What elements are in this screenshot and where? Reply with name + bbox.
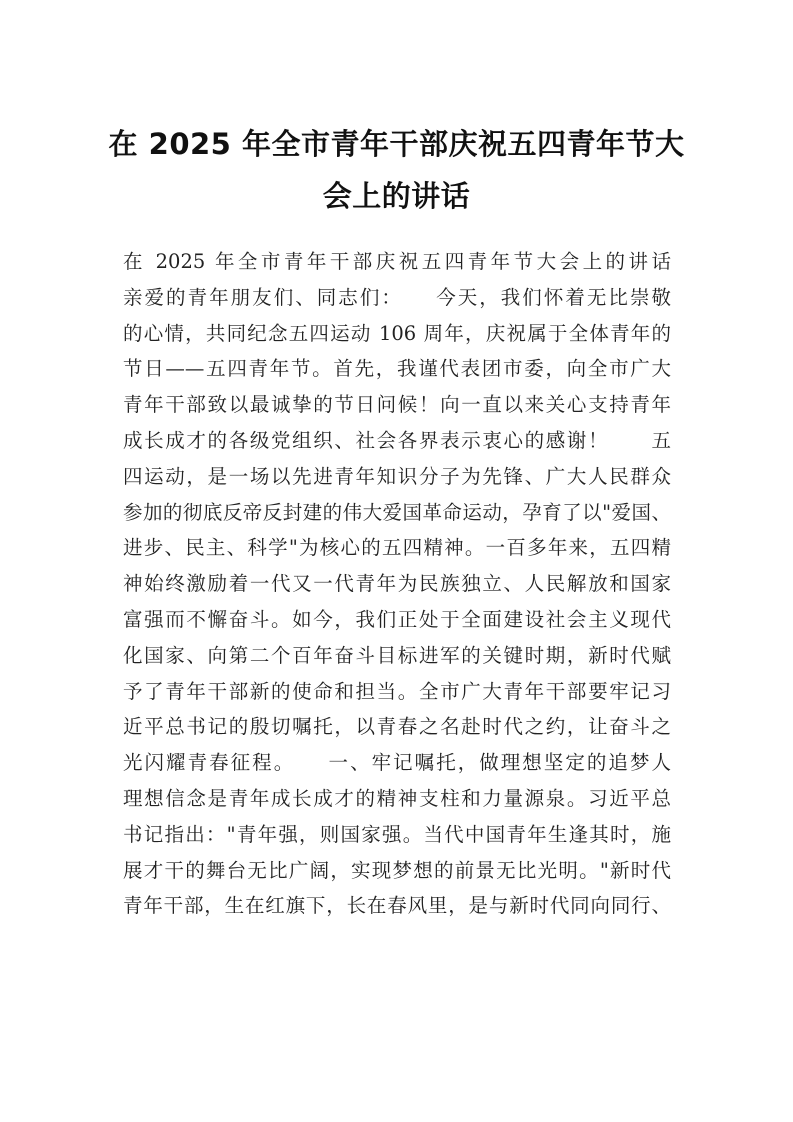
body-line: 进步、民主、科学"为核心的五四精神。一百多年来，五四精 [123, 536, 671, 560]
body-line: 予了青年干部新的使命和担当。全市广大青年干部要牢记习 [123, 679, 671, 703]
body-line: 亲爱的青年朋友们、同志们： 今天，我们怀着无比崇敬 [123, 285, 671, 309]
body-line: 书记指出："青年强，则国家强。当代中国青年生逢其时，施 [123, 822, 671, 846]
body-line: 四运动，是一场以先进青年知识分子为先锋、广大人民群众 [123, 464, 671, 488]
body-line: 在 2025 年全市青年干部庆祝五四青年节大会上的讲话 [123, 250, 671, 273]
body-line: 参加的彻底反帝反封建的伟大爱国革命运动，孕育了以"爱国、 [123, 500, 671, 524]
body-line: 光闪耀青春征程。 一、牢记嘱托，做理想坚定的追梦人 [123, 751, 671, 775]
body-line: 富强而不懈奋斗。如今，我们正处于全面建设社会主义现代 [123, 607, 671, 631]
body-line: 化国家、向第二个百年奋斗目标进军的关键时期，新时代赋 [123, 643, 671, 667]
body-line: 青年干部，生在红旗下，长在春风里，是与新时代同向同行、 [123, 894, 671, 918]
body-line: 的心情，共同纪念五四运动 106 周年，庆祝属于全体青年的 [123, 321, 671, 345]
title-line-2: 会上的讲话 [322, 179, 471, 213]
body-line: 成长成才的各级党组织、社会各界表示衷心的感谢！ 五 [123, 428, 671, 452]
body-line: 理想信念是青年成长成才的精神支柱和力量源泉。习近平总 [123, 786, 671, 810]
body-line: 神始终激励着一代又一代青年为民族独立、人民解放和国家 [123, 572, 671, 596]
body-line: 近平总书记的殷切嘱托，以青春之名赴时代之约，让奋斗之 [123, 715, 671, 739]
title-line-1: 在 2025 年全市青年干部庆祝五四青年节大 [108, 127, 685, 161]
document-body [123, 244, 671, 924]
body-line: 展才干的舞台无比广阔，实现梦想的前景无比光明。"新时代 [123, 858, 671, 882]
document-title [100, 118, 693, 222]
body-line: 节日——五四青年节。首先，我谨代表团市委，向全市广大 [123, 357, 671, 381]
body-line: 青年干部致以最诚挚的节日问候！向一直以来关心支持青年 [123, 393, 671, 417]
